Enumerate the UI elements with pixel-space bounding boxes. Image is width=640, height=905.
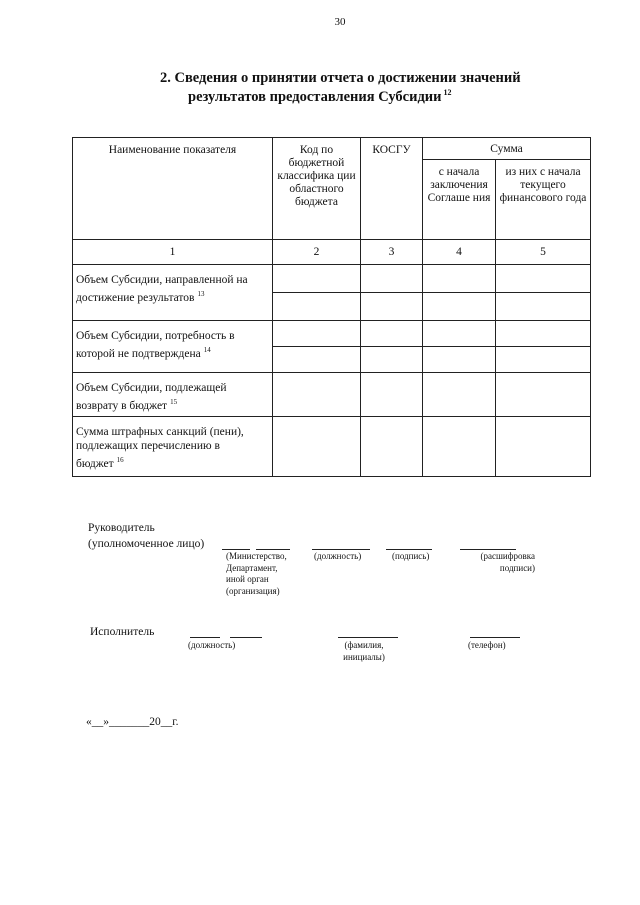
- table-cell: [361, 293, 423, 321]
- table-cell: [423, 373, 496, 417]
- table-cell: [361, 321, 423, 347]
- table-cell: [423, 293, 496, 321]
- head-label-authorized: (уполномоченное лицо): [88, 538, 205, 550]
- table-cell: [273, 373, 361, 417]
- header-sum-from-start: с начала заключения Соглаше ния: [423, 160, 496, 240]
- executor-position-caption: (должность): [188, 640, 236, 650]
- table-cell: [496, 293, 591, 321]
- table-cell: [273, 321, 361, 347]
- footnote-marker: 15: [170, 398, 178, 406]
- header-kosgu: КОСГУ: [361, 138, 423, 240]
- indicator-row-label: Объем Субсидии, подлежащей возврату в бюджет $^{15}$: [73, 373, 273, 417]
- footnote-marker: 14: [203, 346, 211, 354]
- executor-name-line[interactable]: [338, 637, 398, 638]
- column-number: 5: [496, 240, 591, 265]
- decoding-field-line[interactable]: [460, 549, 516, 550]
- header-sum-current-year: из них с начала текущего финансового года: [496, 160, 591, 240]
- executor-phone-caption: (телефон): [468, 640, 506, 650]
- table-cell: [361, 265, 423, 293]
- footnote-marker: 13: [197, 290, 205, 298]
- table-cell: [496, 347, 591, 373]
- signature-field-line[interactable]: [386, 549, 432, 550]
- signature-caption: (подпись): [392, 551, 430, 561]
- org-field-line[interactable]: [222, 549, 250, 550]
- position-field-line[interactable]: [312, 549, 370, 550]
- column-number: 3: [361, 240, 423, 265]
- position-caption: (должность): [314, 551, 362, 561]
- head-label: Руководитель: [88, 522, 155, 534]
- page-number: 30: [334, 16, 346, 28]
- decoding-caption: (расшифровка подписи): [480, 551, 535, 573]
- section-title-text: результатов предоставления Субсидии: [188, 88, 442, 105]
- executor-position-line-2[interactable]: [230, 637, 262, 638]
- column-number: 4: [423, 240, 496, 265]
- title-footnote: 12: [443, 88, 452, 97]
- executor-phone-line[interactable]: [470, 637, 520, 638]
- table-cell: [496, 373, 591, 417]
- footnote-marker: 16: [116, 456, 124, 464]
- table-cell: [496, 265, 591, 293]
- table-cell: [361, 417, 423, 477]
- header-indicator: Наименование показателя: [73, 138, 273, 240]
- table-cell: [496, 321, 591, 347]
- table-cell: [273, 293, 361, 321]
- table-cell: [273, 347, 361, 373]
- org-caption: (Министерство, Департамент, иной орган (организация): [226, 551, 287, 596]
- section-title-line-1: 2. Сведения о принятии отчета о достижении значений: [160, 70, 521, 86]
- table-cell: [423, 347, 496, 373]
- table-cell: [361, 373, 423, 417]
- executor-label: Исполнитель: [90, 626, 155, 638]
- date-line[interactable]: «__»_______20__г.: [86, 716, 179, 728]
- report-table: [72, 137, 591, 477]
- table-cell: [423, 321, 496, 347]
- executor-name-caption: (фамилия, инициалы): [343, 640, 385, 662]
- table-cell: [423, 265, 496, 293]
- column-number: 1: [73, 240, 273, 265]
- header-budget-code: Код по бюджетной классифика ции областного бюджета: [273, 138, 361, 240]
- table-cell: [423, 417, 496, 477]
- indicator-row-label: Сумма штрафных санкций (пени), подлежащих перечислению в бюджет $^{16}$: [73, 417, 273, 477]
- indicator-row-label: Объем Субсидии, потребность в которой не подтверждена $^{14}$: [73, 321, 273, 373]
- table-cell: [496, 417, 591, 477]
- executor-position-line[interactable]: [190, 637, 220, 638]
- section-title-line-2: [188, 88, 452, 106]
- org-field-line-2[interactable]: [256, 549, 290, 550]
- header-sum: Сумма: [423, 138, 591, 160]
- table-cell: [361, 347, 423, 373]
- column-number: 2: [273, 240, 361, 265]
- table-cell: [273, 265, 361, 293]
- indicator-row-label: Объем Субсидии, направленной на достижение результатов $^{13}$: [73, 265, 273, 321]
- table-cell: [273, 417, 361, 477]
